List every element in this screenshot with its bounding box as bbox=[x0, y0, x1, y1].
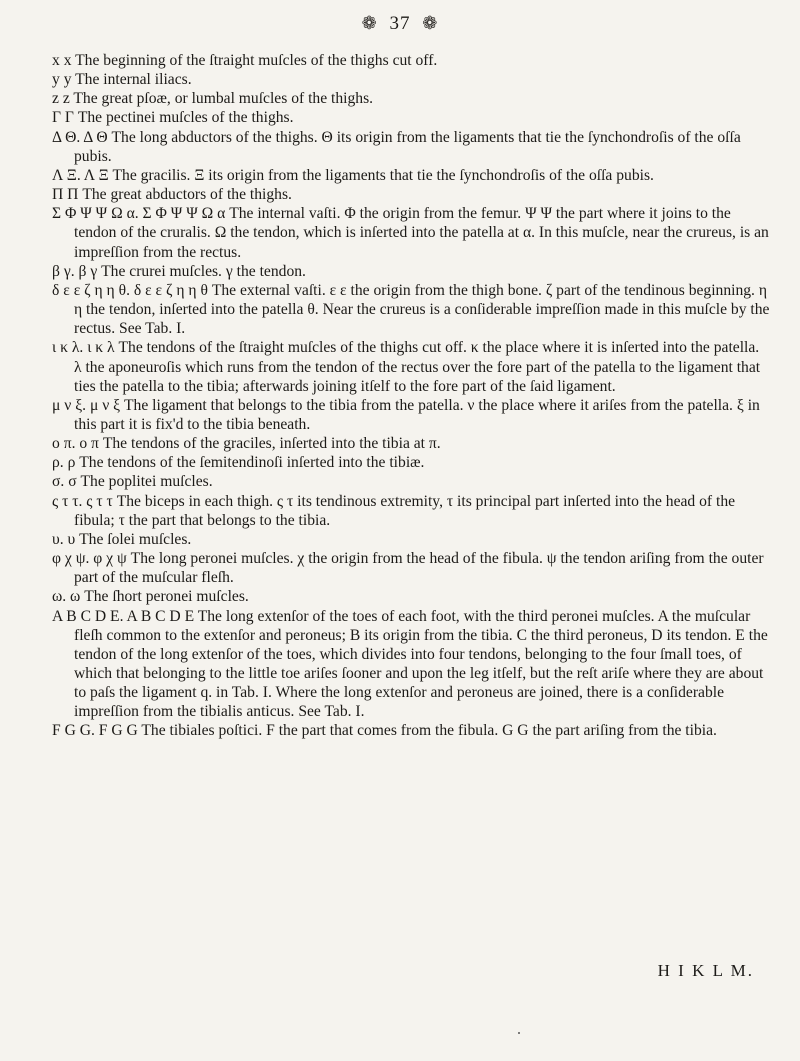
entry-text: The tendons of the ſtraight muſcles of the thighs cut off. κ the place where it is inſerted into the patella. λ the aponeuroſis which runs from the tendon of the rectus over the fore part of the patella to the ligament that ties the patella to the tibia; afterwards joining itſelf to the fore part of the ſaid ligament. bbox=[74, 339, 761, 395]
key-entry-mu bbox=[52, 396, 770, 434]
entry-label: δ ε ε ζ η η θ. δ ε ε ζ η η θ bbox=[52, 281, 208, 299]
fleuron-left-icon: ❁ bbox=[361, 13, 378, 34]
entry-label: β γ. β γ bbox=[52, 262, 98, 280]
entry-text: The crurei muſcles. γ the tendon. bbox=[101, 262, 306, 280]
key-entry-iota bbox=[52, 338, 770, 395]
entry-text: The poplitei muſcles. bbox=[80, 473, 213, 491]
key-entry-lambda bbox=[52, 166, 770, 185]
key-entry-y bbox=[52, 70, 770, 89]
entry-label: y y bbox=[52, 71, 72, 89]
entry-label: Γ Γ bbox=[52, 109, 74, 127]
entry-text: The long abductors of the thighs. Θ its origin from the ligaments that tie the ſynchondroſis of the oſſa pubis. bbox=[74, 128, 741, 165]
entry-text: The ſhort peronei muſcles. bbox=[84, 588, 249, 606]
key-entry-phi bbox=[52, 549, 770, 587]
key-entry-pi bbox=[52, 185, 770, 204]
entry-label: Δ Θ. Δ Θ bbox=[52, 128, 108, 146]
key-entry-abcde bbox=[52, 607, 770, 722]
entry-text: The biceps in each thigh. ς τ its tendinous extremity, τ its principal part inſerted into the head of the fibula; τ the part that belongs to the tibia. bbox=[74, 492, 736, 529]
entry-text: The external vaſti. ε ε the origin from the thigh bone. ζ part of the tendinous beginning. η η the tendon, inſerted into the patella θ. Near the crureus is a conſiderable impreſſion made in this muſcle by the rectus. See Tab. I. bbox=[74, 281, 770, 338]
entry-label: ι κ λ. ι κ λ bbox=[52, 339, 115, 357]
entry-label: F G G. F G G bbox=[52, 722, 138, 740]
key-entry-delta bbox=[52, 128, 770, 166]
key-entry-rho bbox=[52, 453, 770, 472]
key-entry-omega bbox=[52, 587, 770, 606]
entry-text: The great abductors of the thighs. bbox=[82, 186, 292, 204]
key-entry-fgg bbox=[52, 721, 770, 740]
entry-text: The internal vaſti. Φ the origin from the femur. Ψ Ψ the part where it joins to the tendon of the cruralis. Ω the tendon, which is inſerted into the patella at α. In this muſcle, near the crureus, is an impreſſion from the rectus. bbox=[74, 205, 769, 261]
entry-label: ω. ω bbox=[52, 588, 81, 606]
entry-label: z z bbox=[52, 90, 70, 108]
page-number: 37 bbox=[389, 12, 411, 34]
entry-label: Σ Φ Ψ Ψ Ω α. Σ Φ Ψ Ψ Ω α bbox=[52, 205, 226, 223]
entry-text: The tendons of the ſemitendinoſi inſerted into the tibiæ. bbox=[79, 454, 425, 472]
entry-text: The tendons of the graciles, inſerted into the tibia at π. bbox=[102, 435, 441, 453]
entry-label: μ ν ξ. μ ν ξ bbox=[52, 396, 121, 414]
key-entry-stigma bbox=[52, 492, 770, 530]
entry-label: Π Π bbox=[52, 186, 79, 204]
paper-speck bbox=[518, 1032, 520, 1034]
entry-label: ς τ τ. ς τ τ bbox=[52, 492, 113, 510]
entry-label: φ χ ψ. φ χ ψ bbox=[52, 550, 127, 568]
entry-text: The internal iliacs. bbox=[75, 71, 192, 89]
entry-label: ο π. ο π bbox=[52, 435, 99, 453]
entry-label: ρ. ρ bbox=[52, 454, 76, 472]
key-entry-gamma bbox=[52, 108, 770, 127]
entry-text: The beginning of the ſtraight muſcles of the thighs cut off. bbox=[75, 52, 438, 69]
entry-label: x x bbox=[52, 52, 72, 69]
entry-label: υ. υ bbox=[52, 530, 76, 548]
key-entry-sigma-small bbox=[52, 472, 770, 491]
key-entry-delta-small bbox=[52, 281, 770, 338]
key-entry-z bbox=[52, 89, 770, 108]
key-entry-upsilon bbox=[52, 530, 770, 549]
key-entry-beta bbox=[52, 262, 770, 281]
entry-text: The long extenſor of the toes of each foot, with the third peronei muſcles. A the muſcular fleſh common to the extenſor and peroneus; B its origin from the tibia. C the third peroneus, D its tendon. E the tendon of the long extenſor of the toes, which divides into four tendons, belonging to the four ſmall toes, of which that belonging to the little toe ariſes ſooner and upon the leg itſelf, but the reſt ariſe where they are about to paſs the ligament q. in Tab. I. Where the long extenſor and peroneus are joined, there is a conſiderable impreſſion from the tibialis anticus. See Tab. I. bbox=[74, 607, 768, 721]
entry-label: Λ Ξ. Λ Ξ bbox=[52, 166, 109, 184]
key-entry-sigma bbox=[52, 204, 770, 261]
key-entry-x bbox=[52, 51, 770, 70]
entry-text: The pectinei muſcles of the thighs. bbox=[77, 109, 294, 127]
entry-text: The gracilis. Ξ its origin from the ligaments that tie the ſynchondroſis of the oſſa pubis. bbox=[112, 166, 654, 184]
page-header bbox=[0, 12, 800, 35]
catchword: H I K L M. bbox=[657, 961, 754, 980]
entry-text: The great pſoæ, or lumbal muſcles of the thighs. bbox=[73, 90, 374, 108]
entry-text: The ligament that belongs to the tibia from the patella. ν the place where it ariſes from the patella. ξ in this part it is fix'd to the tibia beneath. bbox=[74, 396, 760, 433]
entry-text: The ſolei muſcles. bbox=[79, 530, 192, 548]
entry-text: The long peronei muſcles. χ the origin from the head of the fibula. ψ the tendon ariſing from the outer part of the muſcular fleſh. bbox=[74, 550, 764, 587]
key-entry-omicron bbox=[52, 434, 770, 453]
entry-text: The tibiales poſtici. F the part that comes from the fibula. G G the part ariſing from the tibia. bbox=[141, 722, 717, 740]
fleuron-right-icon: ❁ bbox=[422, 13, 439, 34]
entry-label: σ. σ bbox=[52, 473, 77, 491]
entry-label: A B C D E. A B C D E bbox=[52, 607, 195, 625]
figure-key-text bbox=[52, 51, 770, 741]
